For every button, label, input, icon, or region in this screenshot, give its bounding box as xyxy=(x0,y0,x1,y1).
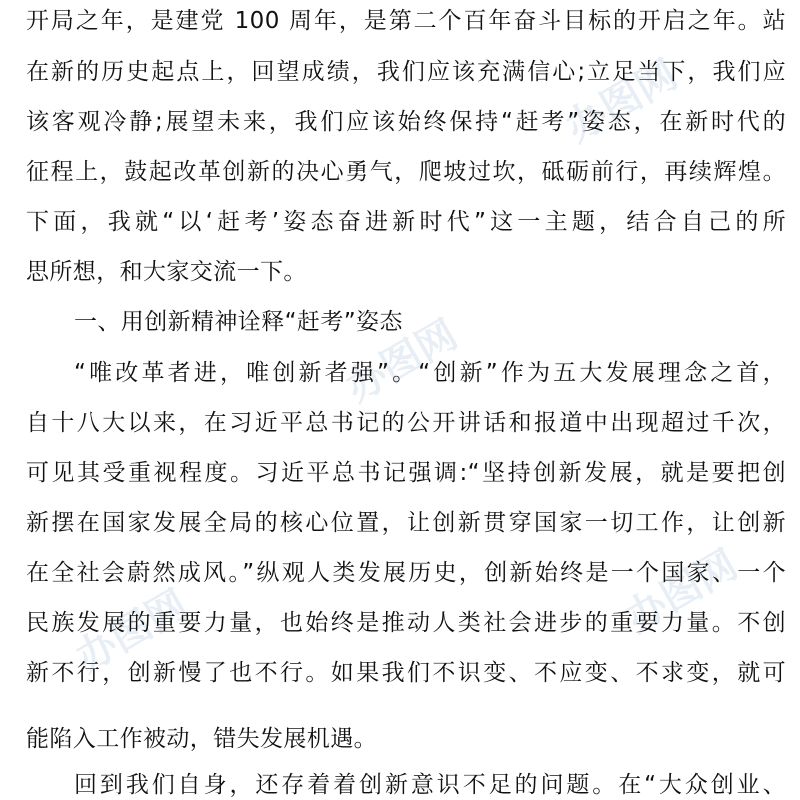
watermark: 办图网 xyxy=(338,311,466,412)
text-line: 回到我们自身，还存着着创新意识不足的问题。在“大众创业、 xyxy=(74,772,786,798)
text-line: 自十八大以来，在习近平总书记的公开讲话和报道中出现超过千次， xyxy=(26,410,786,436)
text-line: 该客观冷静;展望未来，我们应该始终保持“赶考”姿态，在新时代的 xyxy=(26,109,786,135)
watermark: 办图网 xyxy=(618,541,746,642)
text-line: 可见其受重视程度。习近平总书记强调:“坚持创新发展，就是要把创 xyxy=(26,460,786,486)
text-line: 民族发展的重要力量，也始终是推动人类社会进步的重要力量。不创 xyxy=(26,610,786,636)
text-line: “唯改革者进，唯创新者强”。“创新”作为五大发展理念之首， xyxy=(74,360,786,386)
watermark: 办图网 xyxy=(68,581,196,682)
text-line: 下面，我就“以‘赶考’姿态奋进新时代”这一主题，结合自己的所 xyxy=(26,209,786,235)
section-heading: 一、用创新精神诠释“赶考”姿态 xyxy=(74,309,403,335)
text-line: 新摆在国家发展全局的核心位置，让创新贯穿国家一切工作，让创新 xyxy=(26,510,786,536)
text-line: 征程上，鼓起改革创新的决心勇气，爬坡过坎，砥砺前行，再续辉煌。 xyxy=(26,159,786,185)
text-line: 在全社会蔚然成风。”纵观人类发展历史，创新始终是一个国家、一个 xyxy=(26,560,786,586)
text-line: 新不行，创新慢了也不行。如果我们不识变、不应变、不求变，就可 xyxy=(26,660,786,686)
text-line: 思所想，和大家交流一下。 xyxy=(26,259,307,285)
text-line: 能陷入工作被动，错失发展机遇。 xyxy=(26,726,377,752)
text-line: 在新的历史起点上，回望成绩，我们应该充满信心;立足当下，我们应 xyxy=(26,59,786,85)
text-line: 开局之年，是建党 100 周年，是第二个百年奋斗目标的开启之年。站 xyxy=(26,8,786,34)
watermark: 办图网 xyxy=(558,51,686,152)
